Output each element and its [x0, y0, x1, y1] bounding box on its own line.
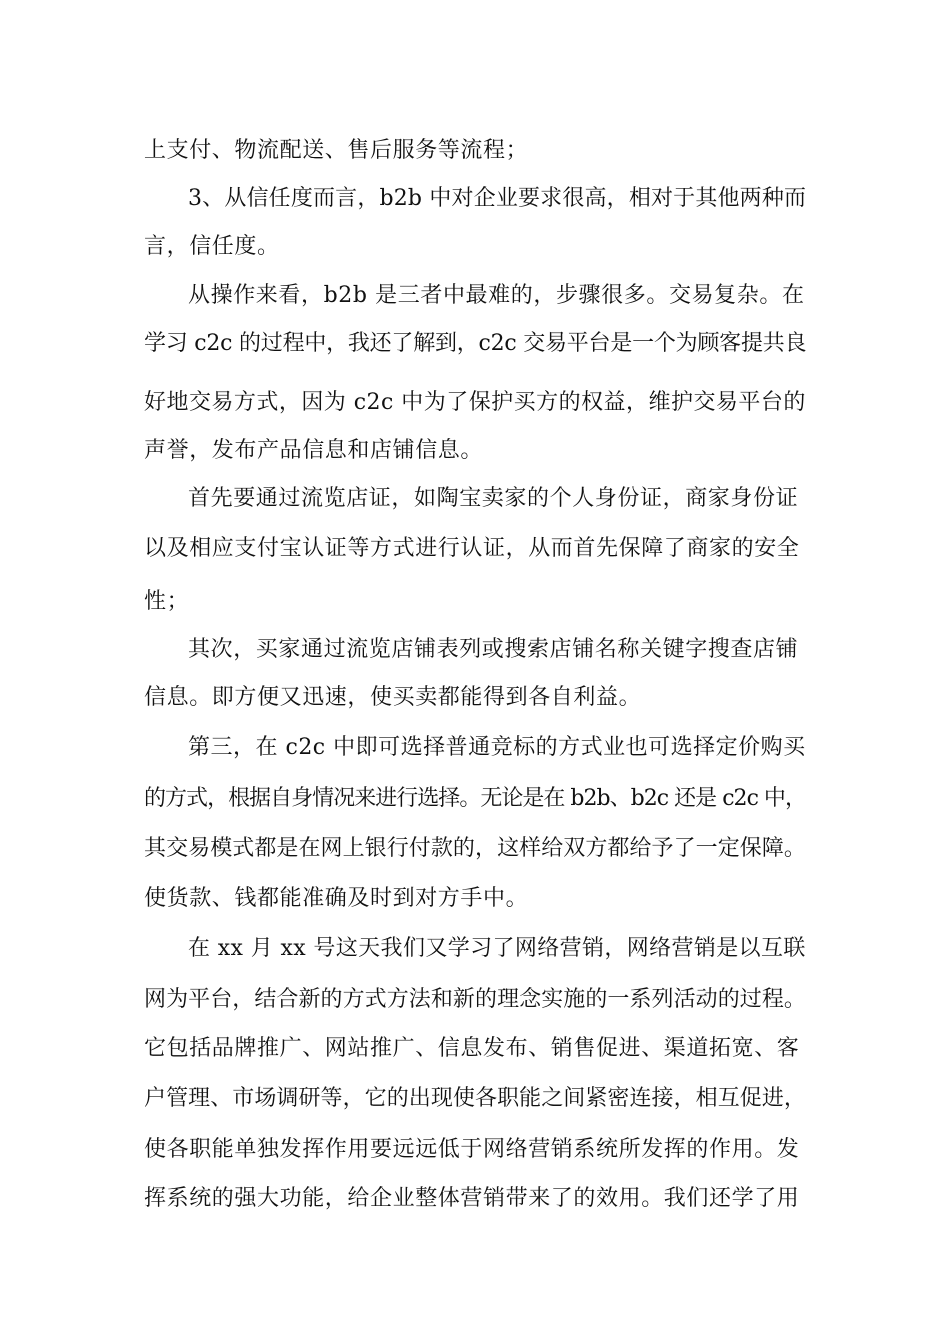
- text-line: 使各职能单独发挥作用要远远低于网络营销系统所发挥的作用。发: [144, 1137, 800, 1162]
- text-line: 其交易模式都是在网上银行付款的，这样给双方都给予了一定保障。: [144, 836, 807, 861]
- text-line: 户管理、市场调研等，它的出现使各职能之间紧密连接，相互促进，: [144, 1086, 807, 1111]
- text-line: 第三，在 c2c 中即可选择普通竞标的方式业也可选择定价购买: [188, 735, 806, 760]
- text-line: 网为平台，结合新的方式方法和新的理念实施的一系列活动的过程。: [144, 987, 807, 1012]
- text-line: 首先要通过流览店证，如陶宝卖家的个人身份证，商家身份证: [188, 486, 799, 511]
- text-line: 3、从信任度而言，b2b 中对企业要求很高，相对于其他两种而: [188, 186, 807, 211]
- text-line: 以及相应支付宝认证等方式进行认证，从而首先保障了商家的安全: [144, 536, 800, 561]
- text-line: 从操作来看，b2b 是三者中最难的，步骤很多。交易复杂。在: [188, 283, 805, 308]
- text-line: 上支付、物流配送、售后服务等流程；: [144, 138, 529, 163]
- text-line: 好地交易方式，因为 c2c 中为了保护买方的权益，维护交易平台的: [144, 390, 806, 415]
- text-line: 它包括品牌推广、网站推广、信息发布、销售促进、渠道拓宽、客: [144, 1036, 800, 1061]
- text-line: 挥系统的强大功能，给企业整体营销带来了的效用。我们还学了用: [144, 1186, 800, 1211]
- text-line: 声誉，发布产品信息和店铺信息。: [144, 438, 484, 463]
- text-line: 性；: [144, 589, 190, 614]
- text-line: 言，信任度。: [144, 234, 280, 259]
- text-line: 使货款、钱都能准确及时到对方手中。: [144, 886, 529, 911]
- text-line: 其次，买家通过流览店铺表列或搜索店铺名称关键字搜查店铺: [188, 637, 799, 662]
- text-line: 在 xx 月 xx 号这天我们又学习了网络营销，网络营销是以互联: [188, 936, 806, 961]
- text-line: 信息。即方便又迅速，使买卖都能得到各自利益。: [144, 685, 642, 710]
- text-line: 学习 c2c 的过程中，我还了解到，c2c 交易平台是一个为顾客提共良: [144, 331, 807, 356]
- text-line: 的方式，根据自身情况来进行选择。无论是在 b2b、b2c 还是 c2c 中，: [144, 786, 806, 811]
